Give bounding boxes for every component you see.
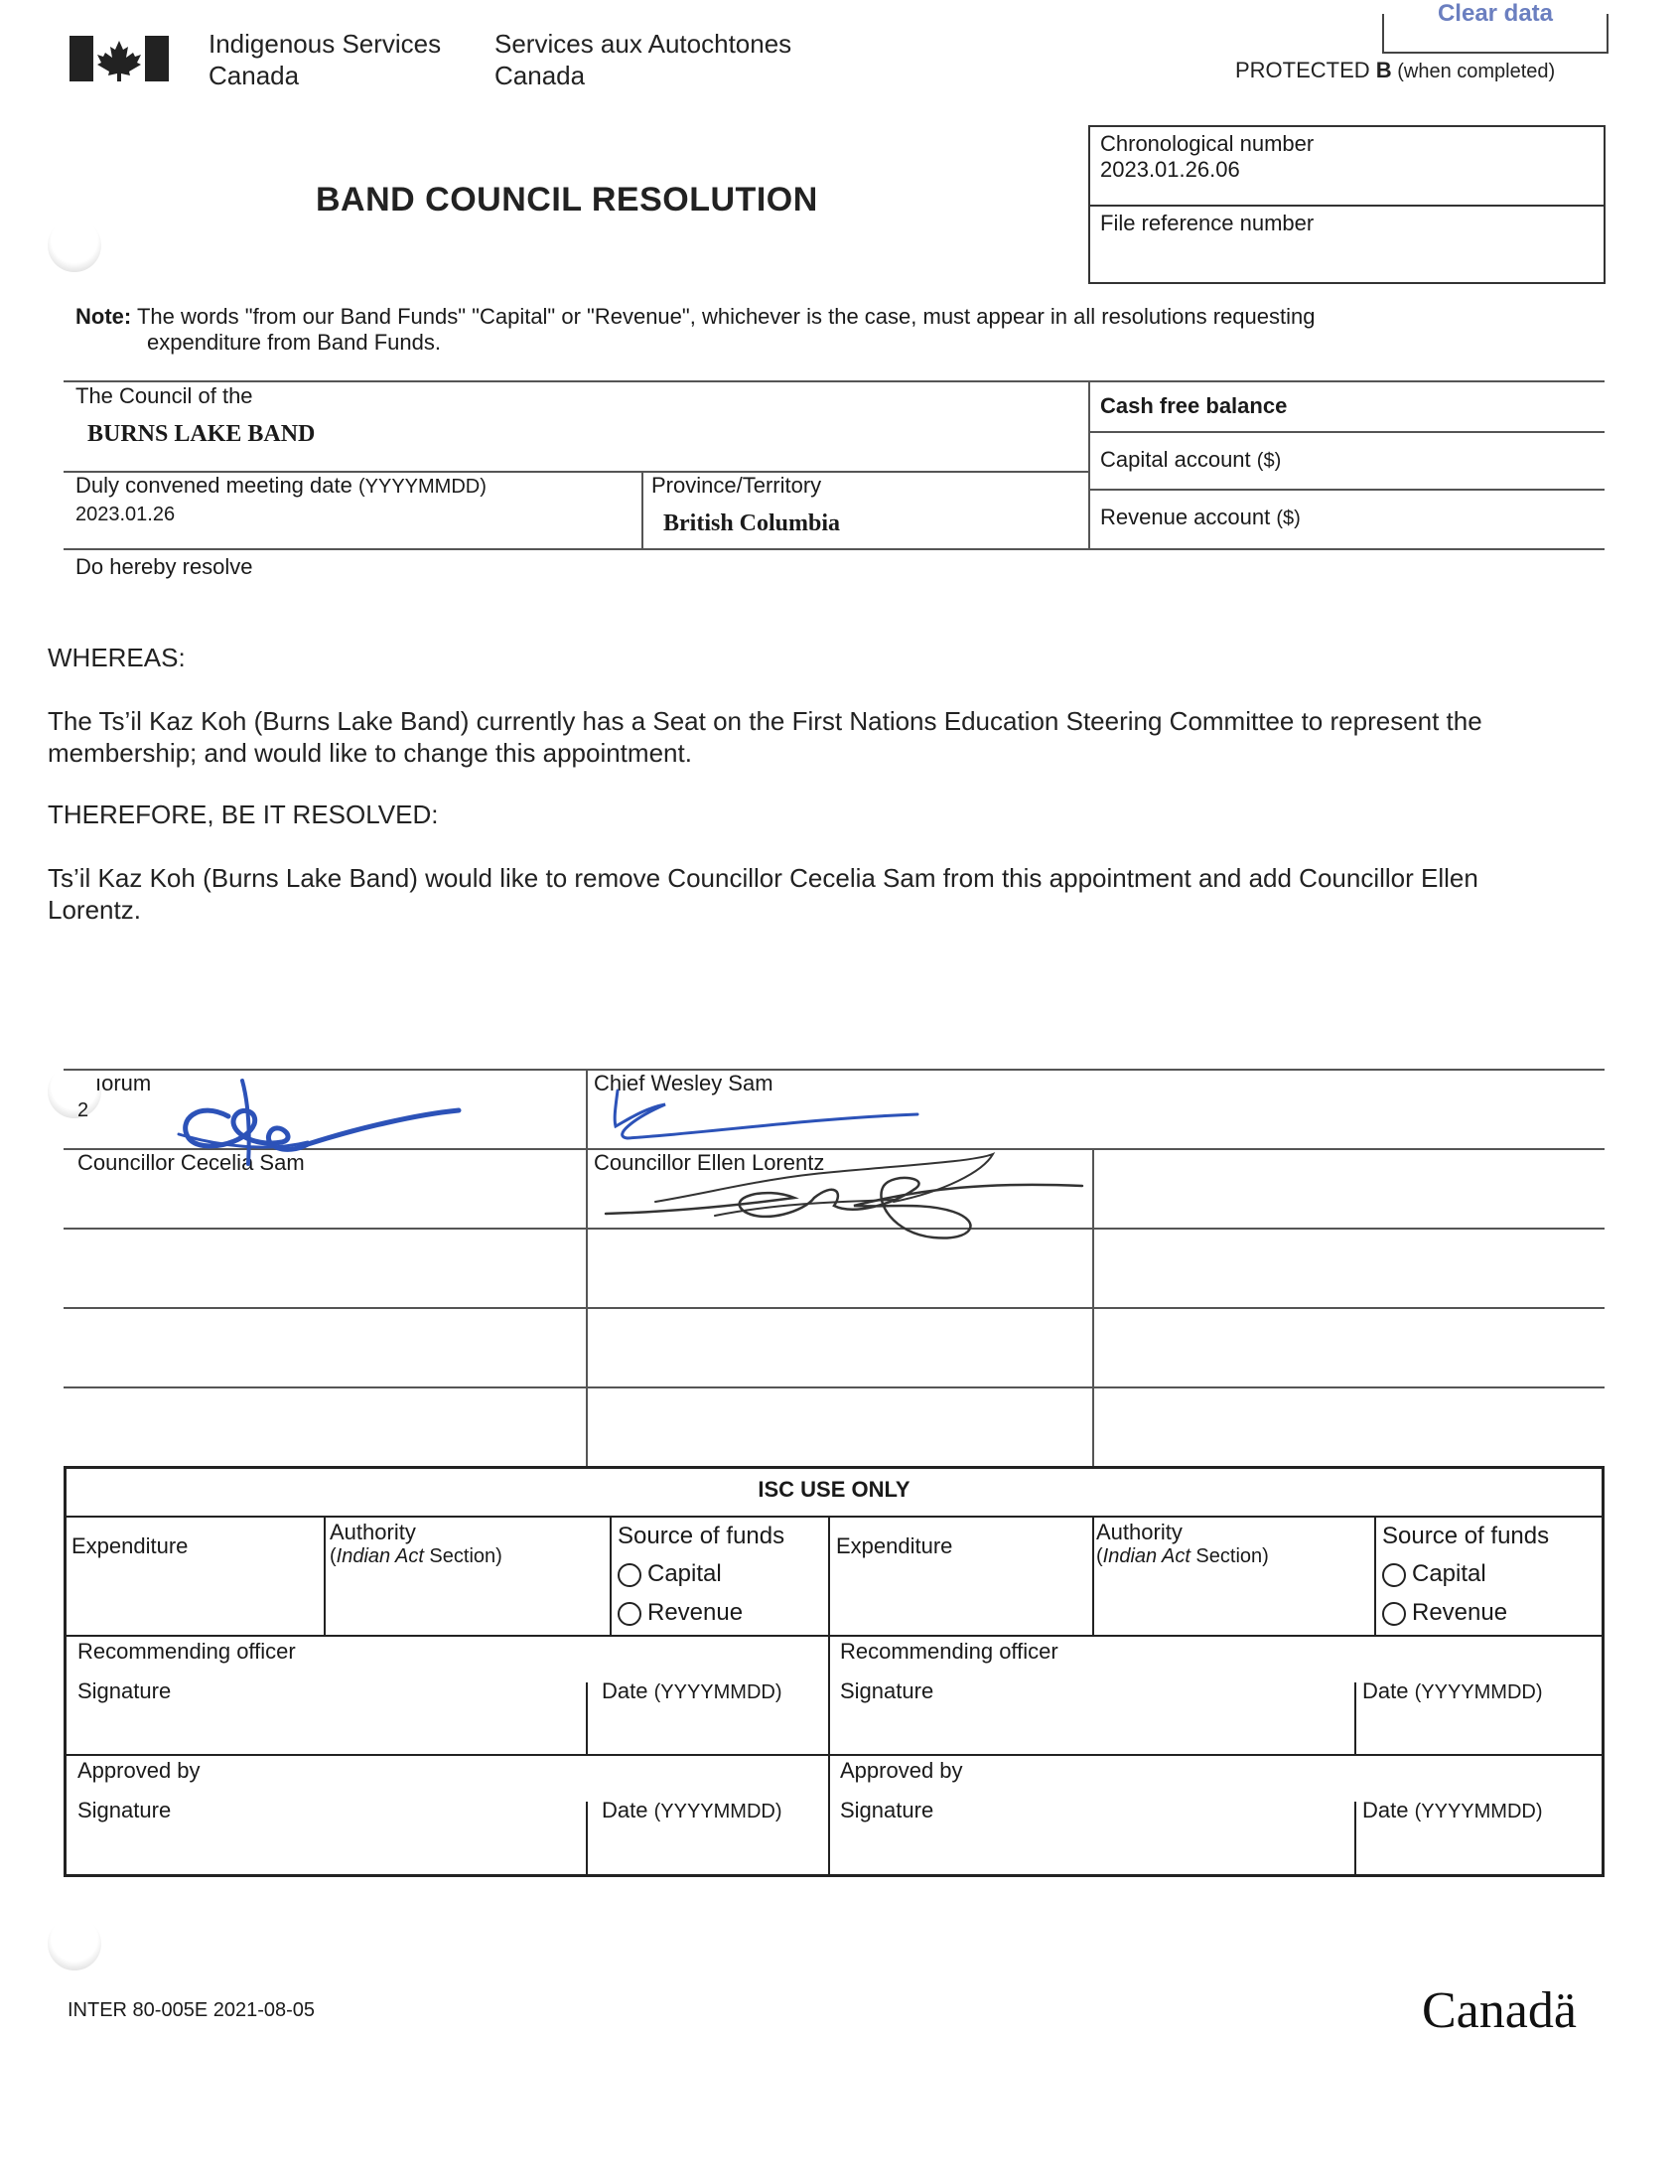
revenue-radio[interactable]: Revenue <box>618 1600 743 1626</box>
radio-circle-icon <box>618 1602 641 1626</box>
meeting-date-field[interactable]: 2023.01.26 <box>75 504 176 525</box>
page-title: BAND COUNCIL RESOLUTION <box>316 181 818 218</box>
radio-circle-icon <box>618 1563 641 1587</box>
clear-data-button[interactable] <box>1382 0 1609 54</box>
signature-field[interactable]: Signature <box>840 1798 934 1822</box>
source-of-funds-label: Source of funds <box>618 1523 785 1549</box>
province-label: Province/Territory <box>651 473 822 498</box>
resolved-paragraph: Ts’il Kaz Koh (Burns Lake Band) would like to remove Councillor Cecelia Sam from this appointment and add Councillor Ellen Lorentz. <box>48 863 1478 925</box>
signature-cecelia-sam <box>159 1073 467 1192</box>
date-field[interactable]: Date (YYYYMMDD) <box>1362 1678 1543 1703</box>
file-reference-label: File reference number <box>1100 211 1315 235</box>
council-label: The Council of the <box>75 383 253 408</box>
signature-field[interactable]: Signature <box>77 1798 172 1822</box>
capital-radio[interactable]: Capital <box>618 1561 722 1587</box>
department-name-fr: Services aux Autochtones Canada <box>494 29 792 90</box>
chronological-number-label: Chronological number <box>1100 131 1315 156</box>
resolve-label: Do hereby resolve <box>75 554 253 579</box>
quorum-label: ıorum <box>95 1071 152 1095</box>
councillor-name: Councillor Cecelia Sam <box>77 1150 305 1175</box>
form-number: INTER 80-005E 2021-08-05 <box>68 1999 316 2021</box>
authority-field[interactable]: Authority (Indian Act Section) <box>330 1520 502 1567</box>
signature-field[interactable]: Signature <box>77 1678 172 1703</box>
clear-data-label: Clear data <box>1437 0 1554 27</box>
revenue-account-field[interactable]: Revenue account ($) <box>1100 505 1301 529</box>
chronological-number-field[interactable]: 2023.01.26.06 <box>1100 157 1240 182</box>
quorum-number: 2 <box>77 1099 89 1121</box>
whereas-paragraph: The Ts’il Kaz Koh (Burns Lake Band) currently has a Seat on the First Nations Education Steering Committee to represent the membership; and would like to change this appointment. <box>48 706 1482 768</box>
canada-flag-icon <box>70 36 169 81</box>
punch-hole <box>48 1917 101 1970</box>
radio-circle-icon <box>1382 1602 1406 1626</box>
whereas-heading: WHEREAS: <box>48 643 186 672</box>
expenditure-field[interactable]: Expenditure <box>71 1533 189 1558</box>
capital-account-field[interactable]: Capital account ($) <box>1100 447 1282 472</box>
council-name-field[interactable]: BURNS LAKE BAND <box>87 421 316 447</box>
councillor-name: Councillor Ellen Lorentz <box>594 1150 825 1175</box>
date-field[interactable]: Date (YYYYMMDD) <box>602 1678 782 1703</box>
revenue-radio[interactable]: Revenue <box>1382 1600 1507 1626</box>
chief-name: Chief Wesley Sam <box>594 1071 773 1095</box>
date-field[interactable]: Date (YYYYMMDD) <box>602 1798 782 1822</box>
recommending-officer-label: Recommending officer <box>840 1639 1058 1664</box>
note-text: Note: The words "from our Band Funds" "Capital" or "Revenue", whichever is the case, must appear in all resolutions requesting expenditure from Band Funds. <box>75 304 1316 355</box>
date-field[interactable]: Date (YYYYMMDD) <box>1362 1798 1543 1822</box>
recommending-officer-label: Recommending officer <box>77 1639 296 1664</box>
source-of-funds-label: Source of funds <box>1382 1523 1550 1549</box>
file-reference-field[interactable] <box>1100 238 1587 270</box>
meeting-date-label: Duly convened meeting date (YYYYMMDD) <box>75 473 487 498</box>
therefore-heading: THEREFORE, BE IT RESOLVED: <box>48 800 439 829</box>
province-field[interactable]: British Columbia <box>663 510 841 536</box>
radio-circle-icon <box>1382 1563 1406 1587</box>
note-label: Note: <box>75 304 132 329</box>
protected-notice: PROTECTED B (when completed) <box>1235 58 1556 82</box>
expenditure-field[interactable]: Expenditure <box>836 1533 953 1558</box>
authority-field[interactable]: Authority (Indian Act Section) <box>1096 1520 1269 1567</box>
department-name-en: Indigenous Services Canada <box>209 29 442 90</box>
punch-hole <box>48 218 101 272</box>
signature-field[interactable]: Signature <box>840 1678 934 1703</box>
capital-radio[interactable]: Capital <box>1382 1561 1486 1587</box>
punch-hole <box>48 1065 101 1118</box>
cash-free-balance-label: Cash free balance <box>1100 393 1288 418</box>
canada-wordmark-logo: Canadä <box>1422 1982 1577 2039</box>
approved-by-label: Approved by <box>77 1758 201 1783</box>
approved-by-label: Approved by <box>840 1758 963 1783</box>
resolution-body[interactable] <box>48 642 1616 926</box>
reference-box <box>1088 125 1606 284</box>
isc-title: ISC USE ONLY <box>758 1477 910 1502</box>
signature-ellen-lorentz <box>596 1142 1082 1251</box>
